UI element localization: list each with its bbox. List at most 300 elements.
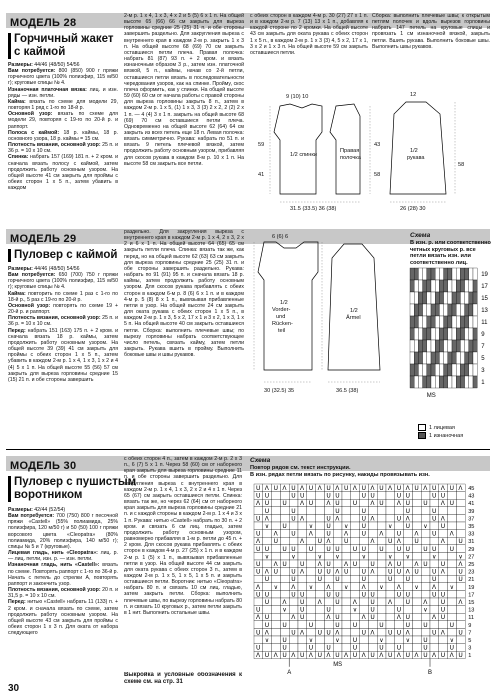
chart-symbol: U [396,545,402,553]
chart-symbol: U [414,568,419,576]
instruction-label: Вам потребуется: [8,513,57,520]
chart-symbol: U [423,500,428,508]
chart-cell [469,340,473,352]
chart-cell [386,530,395,538]
chart-symbol: Λ [458,561,463,568]
svg-text:6 (6) 6: 6 (6) 6 [272,234,289,240]
chart-cell [452,316,456,328]
chart-symbol: Λ [396,583,401,591]
chart-cell [342,552,351,560]
model-29-instructions-col2: раздельно. Для закругления выреза с внутреннего края в каждом 2-м р. 1 х 4, 2 х 3, 2 х 2 и 6 х 1 п. На общей высоте 64 (65) 65 см закрыть петли плеча. Спинка: вязать так же, как перед, но на общей высоте 62 (63) 63 см закрыть для выреза горловины средние 25 (25) 31 п. и обе стороны завершить раздельно. Рукава: набрать по 91 (91) 95 п. и сначала вязать 18 р. каймы, затем продолжить работу основным узором. Для скосов рукава прибавлять с обеих сторон в каждом 6-м р. 8 (6) 6 х 1 п. и в каждом 4-м р. 5 (8) 8 х 1 п., вывязывая прибавленные петли в узор. На общей высоте 24 см закрыть для оката рукава с обеих сторон 1 х 5 п., в каждом 2-м р. 1 х 3, 5 х 2, 17 х 1 и 3 х 2, 1 х 3, 1 х 5 п. На общей высоте 40 см закрыть оставшиеся петли. Сборка: выполнить плечевые швы; по вырезу горловины набрать соответствующее число петель, связать кайму, затем петли закрыть. Рукава вшить в пройму. Выполнить боковые швы и швы рукавов. [124,229,244,359]
chart-cell [431,328,435,340]
chart-cell [395,575,404,583]
chart-cell [469,268,473,280]
chart-cell [316,492,325,500]
chart-cell [377,560,386,568]
chart-cell [473,280,477,292]
chart-symbol: U [317,652,323,660]
chart-cell [430,636,439,644]
chart-symbol: U [264,614,270,622]
chart-cell [351,628,360,636]
model-28-header-text: МОДЕЛЬ 28 [10,17,77,29]
chart-cell [431,304,435,316]
chart-symbol: ∨ [352,606,358,614]
chart-symbol: Λ [405,515,410,523]
chart-cell [316,522,325,530]
chart-symbol: Λ [388,599,393,606]
svg-text:9 (10) 10: 9 (10) 10 [286,94,309,100]
front-back-piece-outline [258,242,318,370]
chart-symbol: U [335,591,340,599]
chart-cell [404,606,413,614]
chart-symbol: U [326,568,331,576]
model-28-instructions-col3: с обеих сторон в каждом 4-м р. 30 (27) 27 х 1 п. и в каждом 2-м р. 7 (13) 13 х 1 п., добавляя к каждой стороне по 2 кромки. На общей высоте 43 см закрыть для оката рукава с обеих сторон 1 х 5 п., в каждом 2-м р. 1 х 3 (3) 4, 5 х 2, 17 х 1, 3 х 2 и 1 х 3 п. На общей высоте 59 см закрыть оставшиеся петли. [250,13,368,56]
chart-cell [412,545,421,553]
instruction-label: Кайма: [8,98,30,105]
chart-symbol: Λ [405,629,410,637]
chart-cell [452,292,456,304]
chart-cell [448,598,457,606]
chart-symbol: ∨ [379,583,384,591]
chart-cell [263,560,272,568]
chart-cell [452,340,456,352]
chart-symbol: U [458,538,463,546]
chart-symbol: U [361,485,367,492]
chart-cell [414,316,418,328]
chart-symbol: Λ [335,568,340,576]
chart-cell [377,537,386,545]
chart-cell [412,590,421,598]
chart-symbol: U [423,652,428,660]
svg-text:58: 58 [374,172,381,178]
chart-cell [448,280,452,292]
svg-text:41: 41 [258,172,265,178]
instruction-text: 25 п. и 36 р. = 10 х 10 см. [8,142,118,155]
chart-row-label: 27 [468,554,475,561]
chart-cell [435,280,439,292]
chart-cell [360,636,369,644]
chart-symbol: Λ [370,629,375,637]
chart-cell [395,552,404,560]
chart-cell [421,583,430,591]
chart-cell [456,316,460,328]
chart-cell [377,492,386,500]
chart-row-label: 39 [468,508,475,515]
chart-cell [414,376,418,388]
chart-cell [421,613,430,621]
chart-cell [448,537,457,545]
chart-cell [448,304,452,316]
chart-cell [456,514,465,522]
chart-cell [324,621,333,629]
chart-cell [280,568,289,576]
chart-cell [412,514,421,522]
chart-symbol: U [317,568,323,576]
chart-cell [456,507,465,515]
model-29-knitting-chart [404,264,494,424]
chart-cell [418,304,422,316]
svg-text:30 (32.5) 35: 30 (32.5) 35 [264,388,295,394]
chart-symbol: Λ [458,485,463,492]
chart-cell [439,352,443,364]
chart-cell [272,552,281,560]
chart-cell [456,364,460,376]
chart-cell [289,644,298,652]
svg-text:1/2: 1/2 [350,308,358,314]
chart-cell [298,644,307,652]
chart-symbol: U [458,629,463,637]
chart-cell [465,304,469,316]
chart-cell [418,352,422,364]
chart-symbol: U [256,606,261,614]
chart-symbol: Λ [344,561,349,568]
svg-text:1/2: 1/2 [280,300,288,306]
chart-symbol: Λ [440,500,445,508]
chart-row-label: 13 [481,308,488,314]
chart-row-label: 5 [468,638,472,644]
chart-symbol: Λ [326,652,331,660]
chart-symbol: ∨ [273,583,279,591]
chart-cell [431,340,435,352]
chart-symbol: U [361,530,367,538]
chart-cell [280,590,289,598]
chart-cell [473,364,477,376]
chart-cell [298,507,307,515]
chart-symbol: U [361,492,367,500]
chart-symbol: U [317,538,323,546]
instruction-label: Перед: [8,599,28,606]
chart-symbol: Λ [405,568,410,576]
instruction-text: 44/46 (48/50) 54/56 [34,62,80,68]
chart-row-label: 11 [468,615,475,622]
instruction-paragraph [8,550,118,562]
chart-cell [418,328,422,340]
model-30-instructions-col1 [8,507,118,682]
chart-symbol: Λ [379,530,384,538]
chart-cell [342,514,351,522]
chart-cell [439,621,448,629]
chart-cell [439,545,448,553]
chart-symbol: ∨ [335,637,340,644]
chart-cell [456,613,465,621]
chart-cell [410,292,414,304]
instruction-label: Полоса с каймой: [8,129,64,136]
chart-symbol: U [300,652,305,660]
instruction-text: лиц. р. — лиц. петли, изн. р. — изн. петли. [8,550,118,563]
model-30-title [8,476,136,502]
chart-cell [316,499,325,507]
chart-cell [298,621,307,629]
chart-symbol: U [273,568,279,576]
instruction-paragraph [8,315,118,327]
chart-symbol: U [308,644,314,652]
chart-cell [469,292,473,304]
svg-text:26 (28) 30: 26 (28) 30 [400,206,426,212]
chart-cell [473,352,477,364]
chart-symbol: U [361,591,367,599]
chart-symbol: Λ [326,500,331,508]
instruction-label: Изнаночная гладь, нить «Castell»: [8,562,103,569]
chart-symbol: U [449,644,455,652]
chart-cell [427,268,431,280]
chart-symbol: Λ [432,652,437,660]
chart-symbol: U [370,599,375,606]
instruction-label: Лицевая гладь, нить «Cleopatra»: [8,550,101,557]
chart-symbol: U [396,515,402,523]
chart-symbol: U [256,644,261,652]
chart-cell [423,352,427,364]
chart-cell [427,364,431,376]
chart-symbol: U [405,576,411,584]
chart-cell [307,552,316,560]
chart-cell [469,316,473,328]
chart-symbol: U [291,492,296,500]
chart-cell [456,268,460,280]
chart-symbol: U [291,568,296,576]
chart-cell [272,499,281,507]
model-29-instructions-col1 [8,266,118,446]
model-29-title [8,249,117,262]
chart-symbol: U [256,485,261,492]
chart-cell [473,292,477,304]
chart-symbol: Λ [326,614,331,622]
chart-symbol: ∨ [291,553,296,561]
chart-symbol: ∨ [414,583,419,591]
chart-cell [289,606,298,614]
chart-cell [465,328,469,340]
chart-symbol: Λ [388,561,393,568]
chart-cell [465,316,469,328]
chart-row-label: 5 [481,356,485,362]
instruction-label: Плотность вязания, основной узор: [8,587,103,594]
chart-cell [412,613,421,621]
chart-symbol: Λ [370,500,375,508]
chart-symbol: ∨ [405,553,411,561]
chart-cell [456,492,465,500]
chart-symbol: U [282,500,287,508]
chart-row-label: 15 [481,296,488,302]
chart-symbol: U [326,644,331,652]
chart-symbol: Λ [414,652,419,660]
chart-cell [465,364,469,376]
chart-cell [431,280,435,292]
model-30-title-line2: воротником [14,489,83,501]
chart-symbol: U [440,614,446,622]
chart-symbol: U [308,485,314,492]
chart-cell [469,280,473,292]
svg-text:36.5 (38): 36.5 (38) [336,388,359,394]
chart-symbol: Λ [352,599,357,606]
chart-symbol: U [264,507,270,515]
svg-text:полочка: полочка [340,155,361,161]
chart-symbol: ∨ [388,523,393,530]
chart-cell [435,304,439,316]
chart-cell [368,583,377,591]
chart-cell [448,316,452,328]
chart-cell [342,628,351,636]
chart-cell [333,606,342,614]
arrow-b-label: B [428,669,433,676]
chart-cell [460,316,464,328]
chart-row-label: 21 [468,577,475,584]
chart-symbol: Λ [335,485,340,492]
chart-cell [456,328,460,340]
chart-cell [272,575,281,583]
chart-cell [414,352,418,364]
chart-cell [333,560,342,568]
chart-cell [427,352,431,364]
chart-cell [351,514,360,522]
model-29-title-text: Пуловер с каймой [14,249,118,261]
instruction-paragraph [8,328,118,383]
instruction-label: Плотность вязания, основной узор: [8,315,103,322]
instruction-text: 650 (700) 750 г пряжи горчичного цвета (100% полиэфир, 115 м/50 г); круговые спицы № 4. [8,272,118,291]
instruction-text: 25 п. и 36 р. = 10 х 10 см. [8,315,118,328]
chart-cell [421,537,430,545]
svg-text:31.5 (33.5) 36 (38): 31.5 (33.5) 36 (38) [290,206,337,212]
sleeve-piece-outline [390,102,446,194]
chart-symbol: U [379,621,384,629]
chart-cell [427,340,431,352]
chart-cell [377,575,386,583]
chart-cell [263,606,272,614]
chart-cell [427,376,431,388]
chart-cell [435,316,439,328]
chart-symbol: U [352,561,358,568]
chart-symbol: U [352,644,358,652]
chart-cell [280,583,289,591]
chart-cell [410,328,414,340]
model-29-schema-title: Схема [410,232,431,239]
chart-symbol: U [326,629,331,637]
chart-symbol: Λ [335,629,340,637]
chart-cell [473,316,477,328]
chart-cell [456,340,460,352]
chart-symbol: U [291,507,296,515]
chart-symbol: ∨ [344,523,349,530]
chart-cell [333,644,342,652]
chart-symbol: U [361,576,367,584]
chart-cell [439,268,443,280]
chart-symbol: U [414,485,419,492]
instruction-text: вязать по схеме для модели 29, повторяя 1 ряд с 1-го по 18-й р. [8,98,118,112]
chart-symbol: U [423,644,428,652]
chart-cell [324,598,333,606]
chart-row-label: 37 [468,516,475,523]
chart-symbol: ∨ [388,553,393,561]
chart-cell [342,606,351,614]
chart-symbol: U [256,515,261,523]
chart-cell [351,522,360,530]
chart-symbol: Λ [335,515,340,523]
svg-text:1/2 спинки: 1/2 спинки [290,152,317,158]
chart-cell [263,583,272,591]
chart-cell [448,364,452,376]
model-29-schematic [250,232,400,444]
chart-symbol: U [317,629,323,637]
chart-symbol: Λ [414,530,419,538]
chart-cell [360,499,369,507]
chart-symbol: U [335,652,340,660]
chart-symbol: U [370,591,375,599]
chart-symbol: U [291,485,296,492]
chart-cell [360,537,369,545]
chart-cell [316,507,325,515]
chart-cell [456,636,465,644]
instruction-text: нитью «Castell» набрать 11 (133) п. + 2 кром. и сначала вязать по схеме, затем продолжить работу основным узором. На общей высоте 43 см закрыть для проймы с обеих сторон 1 х 3 п. Для оката от набора следующего [8,599,118,637]
chart-cell [351,590,360,598]
chart-cell [452,352,456,364]
chart-cell [351,530,360,538]
chart-symbol: U [432,515,437,523]
chart-symbol: Λ [396,538,401,546]
chart-symbol: ∨ [344,583,349,591]
chart-cell [460,280,464,292]
chart-symbol: U [423,545,428,553]
chart-symbol: U [432,485,437,492]
chart-cell [404,583,413,591]
chart-row-label: 33 [468,531,475,538]
chart-symbol: Λ [432,614,437,622]
chart-cell [448,568,457,576]
instruction-label: Размеры: [8,266,35,272]
chart-cell [439,644,448,652]
chart-cell [377,590,386,598]
chart-cell [307,492,316,500]
chart-cell [427,328,431,340]
chart-cell [448,268,452,280]
chart-symbol: U [335,507,340,515]
chart-cell [351,583,360,591]
chart-symbol: Λ [370,485,375,492]
chart-symbol: U [379,485,384,492]
chart-symbol: U [282,637,287,644]
chart-cell [307,568,316,576]
chart-symbol: Λ [396,652,401,660]
chart-symbol: U [440,652,446,660]
chart-cell [465,340,469,352]
chart-cell [430,537,439,545]
chart-cell [360,606,369,614]
chart-cell [410,376,414,388]
chart-cell [460,292,464,304]
chart-cell [456,280,460,292]
chart-cell [368,522,377,530]
chart-symbol: ∨ [449,583,455,591]
instruction-paragraph [8,272,118,290]
chart-cell [280,514,289,522]
chart-cell [298,522,307,530]
chart-symbol: U [449,500,455,508]
instruction-label: Размеры: [8,507,35,513]
chart-cell [427,280,431,292]
chart-row-label: 43 [468,493,475,500]
chart-cell [342,575,351,583]
chart-symbol: U [379,644,384,652]
chart-symbol: U [326,606,331,614]
chart-symbol: U [291,545,296,553]
chart-cell [289,522,298,530]
chart-cell [410,352,414,364]
chart-symbol: Λ [273,561,278,568]
chart-symbol: U [264,492,270,500]
chart-cell [254,621,263,629]
chart-cell [316,621,325,629]
chart-cell [430,499,439,507]
chart-cell [280,507,289,515]
chart-symbol: U [396,530,402,538]
chart-cell [386,545,395,553]
